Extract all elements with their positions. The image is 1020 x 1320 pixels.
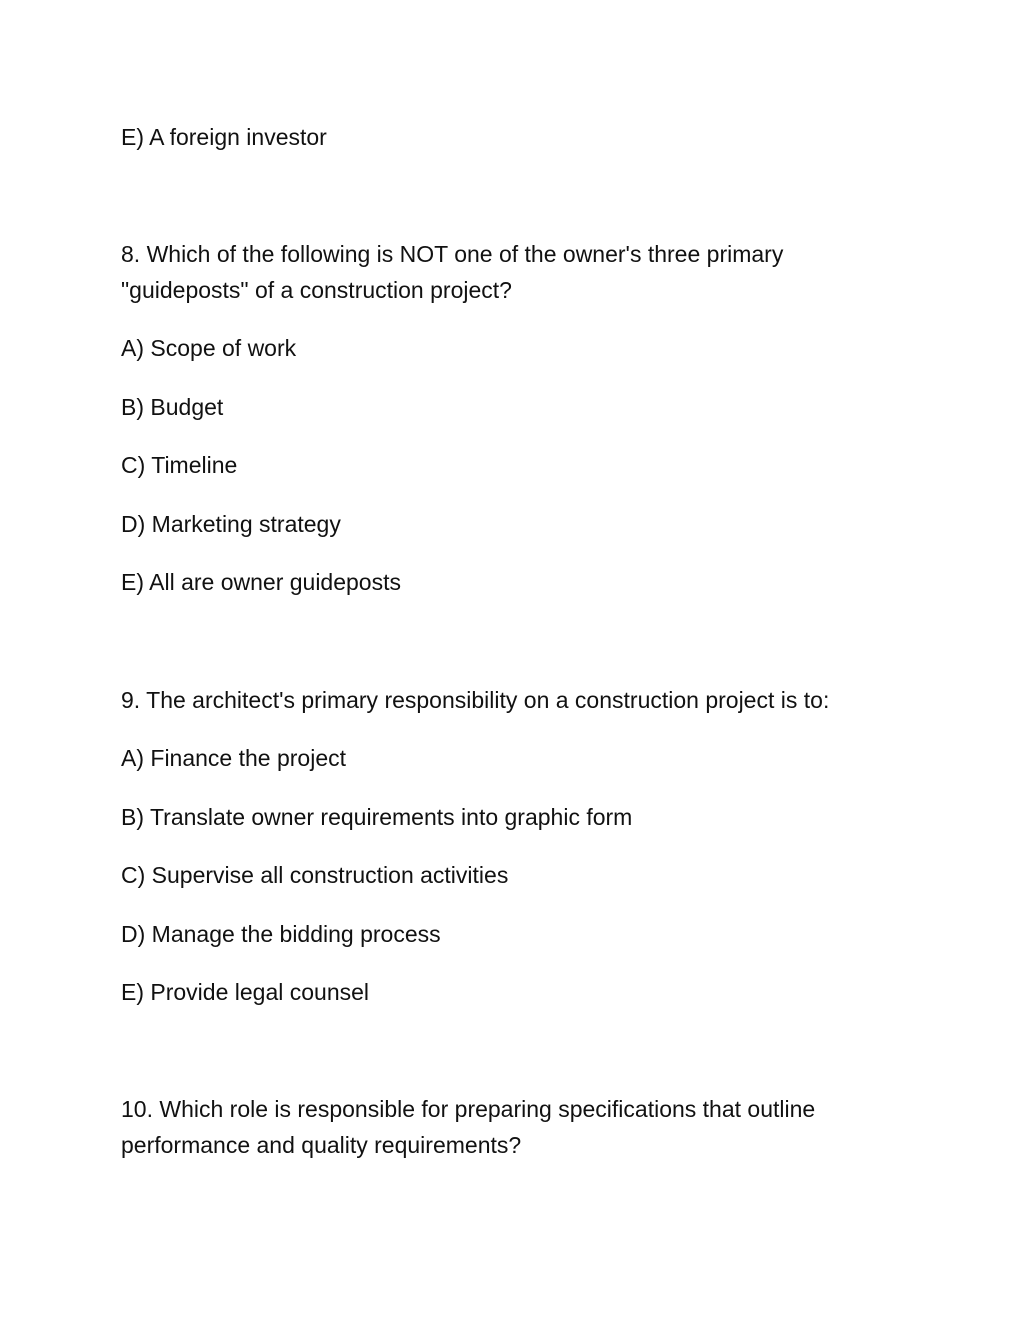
question-text: 8. Which of the following is NOT one of the owner's three primary "guideposts" of a construction project? xyxy=(121,241,784,303)
answer-option: B) Budget xyxy=(121,394,224,420)
answer-option: E) All are owner guideposts xyxy=(121,569,401,595)
question-text: 9. The architect's primary responsibility on a construction project is to: xyxy=(121,687,830,713)
question-text: 10. Which role is responsible for preparing specifications that outline performance and quality requirements? xyxy=(121,1096,816,1158)
answer-option: D) Marketing strategy xyxy=(121,511,341,537)
answer-option: C) Supervise all construction activities xyxy=(121,862,509,888)
answer-option: B) Translate owner requirements into graphic form xyxy=(121,804,633,830)
answer-option: E) A foreign investor xyxy=(121,124,327,150)
answer-option: C) Timeline xyxy=(121,452,238,478)
answer-option: E) Provide legal counsel xyxy=(121,979,370,1005)
answer-option: A) Scope of work xyxy=(121,335,297,361)
answer-option: A) Finance the project xyxy=(121,745,347,771)
answer-option: D) Manage the bidding process xyxy=(121,921,441,947)
